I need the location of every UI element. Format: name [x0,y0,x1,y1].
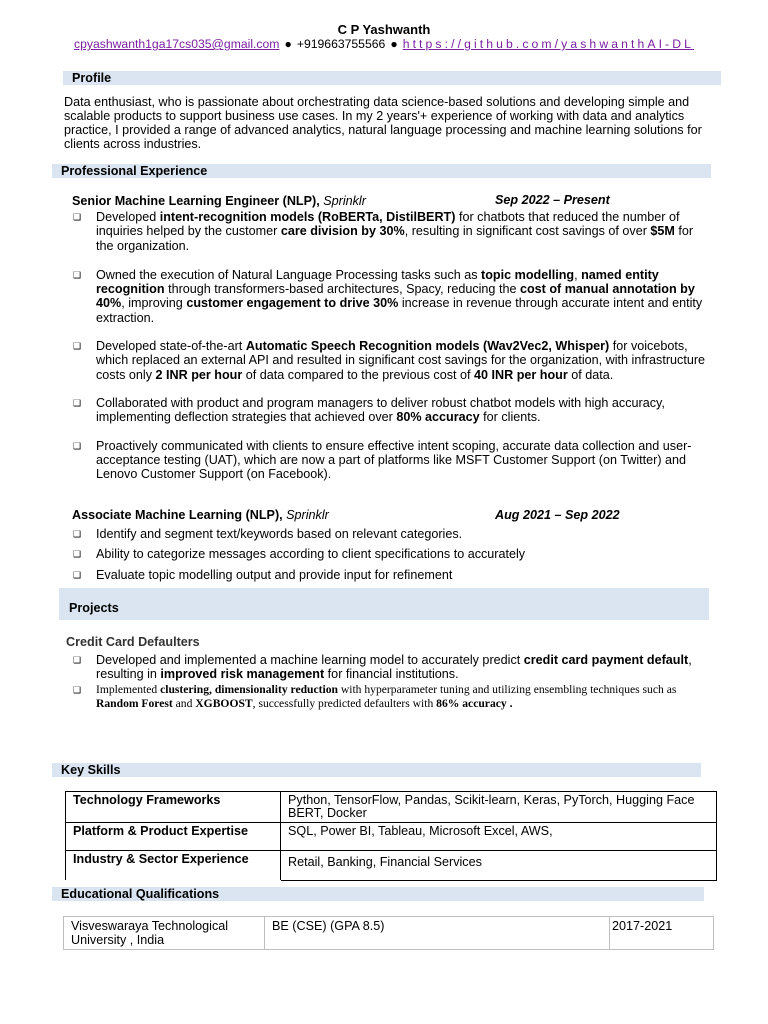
separator: ● [284,37,292,51]
education-heading: Educational Qualifications [52,887,704,901]
project-bullets [73,653,708,711]
list-item: ❑ Implemented clustering, dimensionality reduction with hyperparameter tuning and utilizing ensembling techniques such as Random Forest and XGBOOST, successfully predicted defaulters with 86% accuracy . [73,682,677,710]
associate-job-bullets [73,527,708,582]
degree-cell: BE (CSE) (GPA 8.5) [265,917,610,950]
table-row [64,917,714,950]
project-title: Credit Card Defaulters [66,635,200,649]
bullet-icon: ❑ [73,212,82,222]
experience-heading: Professional Experience [52,164,711,178]
bullet-icon: ❑ [73,397,82,408]
list-item: ❑ Developed intent-recognition models (RoBERTa, DistilBERT) for chatbots that reduced the number of inquiries helped by the customer care division by 30%, resulting in significant cost savings of over $5M for the organization. [73,210,694,253]
years-cell: 2017-2021 [610,917,714,950]
bullet-icon: ❑ [73,440,82,451]
company-name: Sprinklr [323,194,366,208]
job-title-text: Associate Machine Learning (NLP), [72,508,287,522]
bullet-icon: ❑ [73,341,82,352]
skill-value: Python, TensorFlow, Pandas, Scikit-learn, Keras, PyTorch, Hugging Face BERT, Docker [281,792,717,823]
list-item: ❑ Collaborated with product and program managers to deliver robust chatbot models with high accuracy, implementing deflection strategies that achieved over 80% accuracy for clients. [73,395,665,425]
job-dates-associate: Aug 2021 – Sep 2022 [495,508,620,522]
contact-line [0,37,768,51]
github-link[interactable]: https://github.com/yashwanthAI-DL [402,37,694,51]
job-title-senior [72,194,366,208]
senior-job-bullets [73,210,708,482]
table-row [66,851,717,881]
table-row [66,823,717,851]
skill-category: Technology Frameworks [66,792,281,823]
phone-number: +919663755566 [296,37,386,51]
list-item: ❑ Owned the execution of Natural Language Processing tasks such as topic modelling, named entity recognition through transformers-based architectures, Spacy, reducing the cost of manual annotation by 40%, improving customer engagement to drive 30% increase in revenue through accurate intent and entity extraction. [73,267,703,325]
bullet-icon: ❑ [73,655,82,665]
email-link[interactable]: cpyashwanth1ga17cs035@gmail.com [74,37,280,51]
list-item: ❑ Developed and implemented a machine learning model to accurately predict credit card payment default, resulting in improved risk management for financial institutions. [73,653,692,682]
list-item: ❑ Identify and segment text/keywords based on relevant categories. [73,527,463,541]
table-row [66,792,717,823]
institution-cell: Visveswaraya Technological University , India [64,917,265,950]
skill-value: Retail, Banking, Financial Services [281,851,717,881]
projects-heading: Projects [59,588,709,620]
bullet-icon: ❑ [73,529,82,539]
list-item: ❑ Developed state-of-the-art Automatic Speech Recognition models (Wav2Vec2, Whisper) for voicebots, which replaced an external API and resulted in significant cost savings for the organization, with infrastructure costs only 2 INR per hour of data compared to the previous cost of 40 INR per hour of data. [73,339,706,382]
skill-category: Industry & Sector Experience [66,851,281,881]
skills-table [65,791,717,881]
separator: ● [390,37,398,51]
bullet-icon: ❑ [73,684,82,695]
skill-category: Platform & Product Expertise [66,823,281,851]
bullet-icon: ❑ [73,569,82,580]
job-title-associate [72,508,329,522]
job-dates-senior: Sep 2022 – Present [495,193,610,207]
list-item: ❑ Ability to categorize messages according to client specifications to accurately [73,547,526,562]
list-item: ❑ Evaluate topic modelling output and provide input for refinement [73,567,453,582]
skill-value: SQL, Power BI, Tableau, Microsoft Excel, AWS, [281,823,717,851]
company-name: Sprinklr [286,508,329,522]
education-table [63,916,714,950]
job-title-text: Senior Machine Learning Engineer (NLP), [72,194,324,208]
skills-heading: Key Skills [52,763,701,777]
list-item: ❑ Proactively communicated with clients to ensure effective intent scoping, accurate data collection and user-acceptance testing (UAT), which are now a part of platforms like MSFT Customer Support (on Twitter) and Lenovo Customer Support (on Facebook). [73,438,692,482]
bullet-icon: ❑ [73,549,82,560]
profile-text: Data enthusiast, who is passionate about orchestrating data science-based solutions and developing simple and scalable products to support business use cases. In my 2 years'+ experience of working with data and analytics practice, I provided a range of advanced analytics, natural language processing and machine learning solutions for clients across industries. [64,95,702,151]
bullet-icon: ❑ [73,269,82,280]
profile-heading: Profile [63,71,721,85]
candidate-name: C P Yashwanth [337,22,431,37]
